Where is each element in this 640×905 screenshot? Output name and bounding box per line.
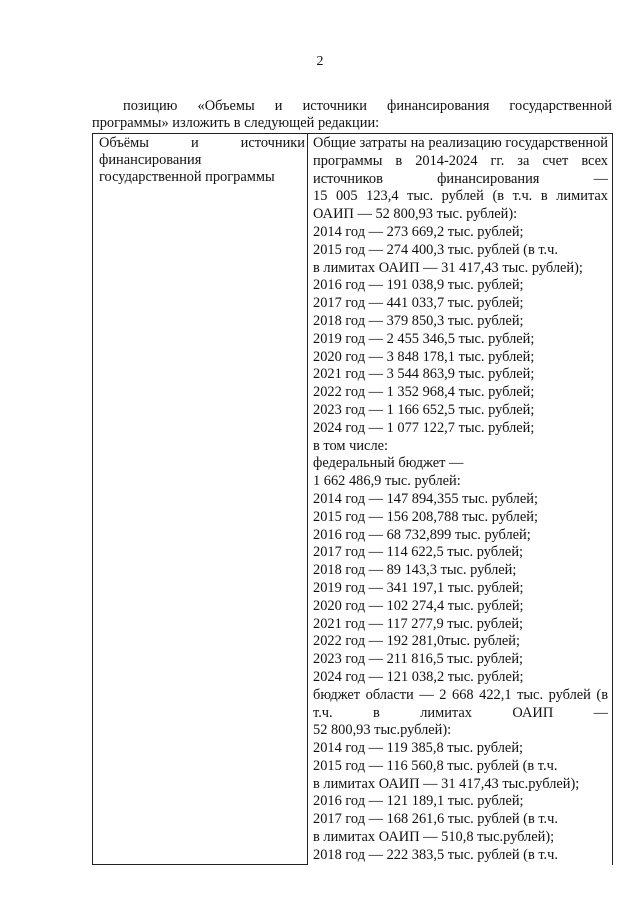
funding-line: 2022 год — 192 281,0тыс. рублей; (313, 633, 520, 650)
funding-line: 2019 год — 2 455 346,5 тыс. рублей; (313, 330, 535, 347)
intro-line-1: позицию «Объемы и источники финансирования государственной (123, 98, 612, 114)
funding-line: 2018 год — 89 143,3 тыс. рублей; (313, 562, 517, 579)
funding-line: 15 005 123,4 тыс. рублей (в т.ч. в лимитах (313, 188, 608, 205)
funding-line: 2020 год — 102 274,4 тыс. рублей; (313, 597, 524, 614)
left-word: и (190, 135, 199, 151)
left-word: Объёмы (99, 135, 149, 151)
funding-line: 2015 год — 274 400,3 тыс. рублей (в т.ч. (313, 241, 558, 258)
page-number: 2 (316, 54, 324, 69)
funding-line: 2019 год — 341 197,1 тыс. рублей; (313, 579, 524, 596)
funding-line: 2017 год — 114 622,5 тыс. рублей; (313, 544, 524, 561)
funding-line: 2018 год — 379 850,3 тыс. рублей; (313, 312, 524, 329)
funding-line: источников финансирования — (313, 170, 608, 187)
funding-line: в лимитах ОАИП — 510,8 тыс.рублей); (313, 829, 555, 846)
funding-line: программы в 2014-2024 гг. за счет всех (313, 152, 608, 169)
left-cell-line: государственной программы (99, 169, 275, 186)
funding-line: 2022 год — 1 352 968,4 тыс. рублей; (313, 384, 535, 401)
funding-line: 2014 год — 119 385,8 тыс. рублей; (313, 740, 524, 757)
funding-line: ОАИП — 52 800,93 тыс. рублей): (313, 206, 518, 223)
funding-line: 2021 год — 3 544 863,9 тыс. рублей; (313, 366, 535, 383)
funding-line: бюджет области — 2 668 422,1 тыс. рублей (в (313, 686, 608, 703)
funding-line: 2016 год — 121 189,1 тыс. рублей; (313, 793, 524, 810)
left-cell-first-line (99, 135, 305, 152)
funding-line: 2020 год — 3 848 178,1 тыс. рублей; (313, 348, 535, 365)
funding-line: 2023 год — 211 816,5 тыс. рублей; (313, 651, 524, 668)
funding-line: 2015 год — 156 208,788 тыс. рублей; (313, 508, 538, 525)
funding-line: 2016 год — 191 038,9 тыс. рублей; (313, 277, 524, 294)
funding-line: 2023 год — 1 166 652,5 тыс. рублей; (313, 401, 535, 418)
left-cell-line: финансирования (99, 152, 202, 169)
funding-line: 2017 год — 441 033,7 тыс. рублей; (313, 295, 524, 312)
right-cell (308, 134, 613, 865)
funding-line: в том числе: (313, 437, 389, 454)
funding-line: 2021 год — 117 277,9 тыс. рублей; (313, 615, 524, 632)
financing-table (92, 133, 613, 865)
funding-line: 52 800,93 тыс.рублей): (313, 722, 452, 739)
left-cell (93, 134, 308, 865)
funding-line: 2017 год — 168 261,6 тыс. рублей (в т.ч. (313, 811, 558, 828)
funding-line: в лимитах ОАИП — 31 417,43 тыс.рублей); (313, 775, 580, 792)
funding-line: в лимитах ОАИП — 31 417,43 тыс. рублей); (313, 259, 583, 276)
funding-line: 2018 год — 222 383,5 тыс. рублей (в т.ч. (313, 846, 558, 863)
table-row (93, 134, 613, 865)
funding-line: т.ч. в лимитах ОАИП — (313, 704, 608, 721)
intro-paragraph (92, 98, 612, 132)
intro-line-2: программы» изложить в следующей редакции: (92, 115, 380, 131)
funding-line: 2016 год — 68 732,899 тыс. рублей; (313, 526, 531, 543)
funding-line: федеральный бюджет — (313, 455, 464, 472)
funding-line: 2014 год — 273 669,2 тыс. рублей; (313, 223, 524, 240)
funding-line: 2024 год — 1 077 122,7 тыс. рублей; (313, 419, 535, 436)
funding-line: 2015 год — 116 560,8 тыс. рублей (в т.ч. (313, 757, 558, 774)
funding-line: 2014 год — 147 894,355 тыс. рублей; (313, 490, 538, 507)
funding-line: 2024 год — 121 038,2 тыс. рублей; (313, 668, 524, 685)
funding-line: 1 662 486,9 тыс. рублей: (313, 473, 461, 490)
funding-line: Общие затраты на реализацию государственной (313, 135, 608, 151)
left-word: источники (240, 135, 305, 151)
